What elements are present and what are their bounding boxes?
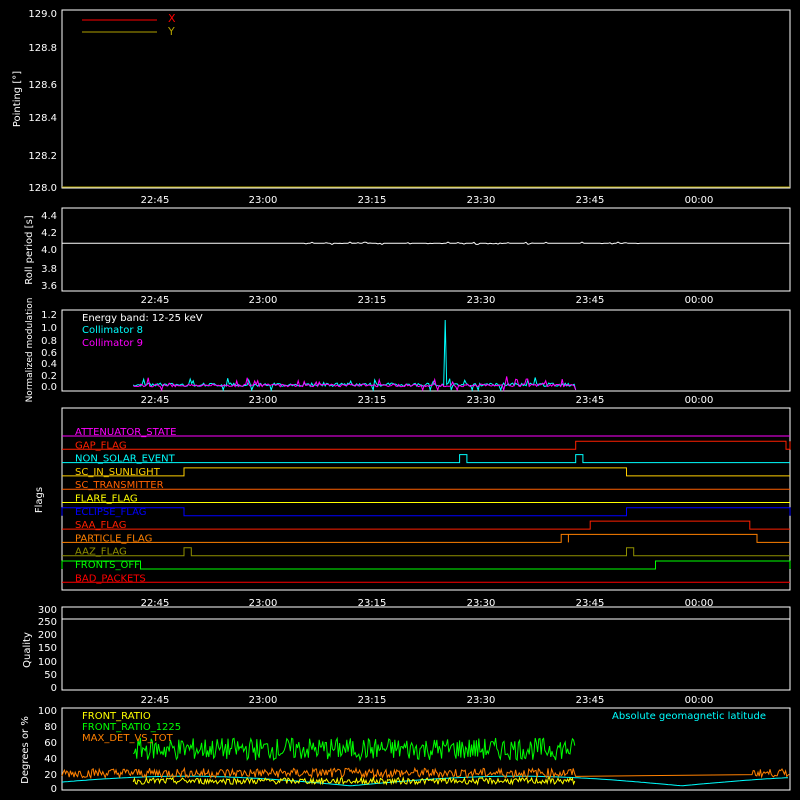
y-tick-label: 4.2 [41, 228, 57, 239]
x-tick-label: 22:45 [140, 395, 170, 406]
y-tick-label: 50 [44, 670, 57, 681]
y-tick-label: 20 [44, 770, 57, 781]
pointing-ylabel: Pointing [°] [12, 70, 23, 128]
legend-collimator-8: Collimator 8 [82, 325, 143, 336]
x-tick-label: 23:15 [357, 695, 387, 706]
x-tick-label: 22:45 [140, 598, 170, 609]
y-tick-label: 0.4 [41, 359, 57, 370]
legend-energy-band: Energy band: 12-25 keV [82, 313, 203, 324]
quality-ylabel: Quality [22, 632, 33, 668]
x-tick-label: 23:00 [248, 195, 278, 206]
x-tick-label: 23:00 [248, 295, 278, 306]
flag-label: ATTENUATOR_STATE [75, 427, 177, 438]
flags-ylabel: Flags [34, 486, 45, 514]
x-tick-label: 23:30 [466, 695, 496, 706]
x-tick-label: 23:30 [466, 295, 496, 306]
x-tick-label: 23:00 [248, 598, 278, 609]
x-tick-label: 23:15 [357, 195, 387, 206]
y-tick-label: 0 [50, 683, 57, 694]
flag-label: PARTICLE_FLAG [75, 533, 153, 545]
y-tick-label: 128.2 [28, 151, 57, 162]
modulation-ylabel: Normalized modulation [25, 297, 35, 403]
flag-label: SC_TRANSMITTER [75, 480, 164, 492]
y-tick-label: 1.2 [41, 310, 57, 321]
roll-ylabel: Roll period [s] [24, 215, 35, 285]
flag-label: NON_SOLAR_EVENT [75, 453, 175, 465]
flag-label: SC_IN_SUNLIGHT [75, 466, 160, 478]
legend-label-x: X [168, 12, 176, 25]
x-tick-label: 23:15 [357, 295, 387, 306]
y-tick-label: 1.0 [41, 323, 57, 334]
x-tick-label: 23:15 [357, 598, 387, 609]
flag-label: ECLIPSE_FLAG [75, 506, 147, 518]
y-tick-label: 80 [44, 722, 57, 733]
y-tick-label: 129.0 [28, 9, 57, 20]
y-tick-label: 3.8 [41, 264, 57, 275]
y-tick-label: 60 [44, 738, 57, 749]
y-tick-label: 3.6 [41, 281, 57, 292]
x-tick-label: 00:00 [684, 195, 714, 206]
y-tick-label: 128.8 [28, 43, 57, 54]
y-tick-label: 100 [37, 657, 57, 668]
x-tick-label: 23:30 [466, 195, 496, 206]
legend-geomagnetic-latitude: Absolute geomagnetic latitude [612, 711, 766, 722]
flag-label: AAZ_FLAG [75, 546, 127, 558]
y-tick-label: 0 [50, 784, 57, 795]
y-tick-label: 0.0 [41, 382, 57, 393]
flag-label: FLARE_FLAG [75, 493, 138, 505]
y-tick-label: 128.0 [28, 183, 57, 194]
flag-label: SAA_FLAG [75, 520, 127, 532]
y-tick-label: 40 [44, 754, 57, 765]
flag-label: BAD_PACKETS [75, 573, 146, 585]
y-tick-label: 0.8 [41, 336, 57, 347]
x-tick-label: 23:00 [248, 395, 278, 406]
y-tick-label: 100 [37, 706, 57, 717]
x-tick-label: 23:45 [575, 598, 605, 609]
x-tick-label: 23:45 [575, 395, 605, 406]
x-tick-label: 23:45 [575, 695, 605, 706]
x-tick-label: 22:45 [140, 195, 170, 206]
y-tick-label: 0.2 [41, 371, 57, 382]
legend-max-det-vs-tot: MAX_DET_VS_TOT [82, 733, 173, 744]
ratios-ylabel: Degrees or % [20, 716, 31, 784]
y-tick-label: 128.4 [28, 113, 57, 124]
y-tick-label: 250 [37, 617, 57, 628]
flag-label: GAP_FLAG [75, 440, 127, 452]
legend-collimator-9: Collimator 9 [82, 338, 143, 349]
y-tick-label: 4.0 [41, 245, 57, 256]
x-tick-label: 23:45 [575, 295, 605, 306]
y-tick-label: 300 [37, 605, 57, 616]
y-tick-label: 128.6 [28, 80, 57, 91]
flag-label: FRONTS_OFF [75, 560, 140, 571]
legend-label-y: Y [168, 25, 175, 38]
x-tick-label: 23:45 [575, 195, 605, 206]
x-tick-label: 23:30 [466, 395, 496, 406]
x-tick-label: 00:00 [684, 395, 714, 406]
x-tick-label: 00:00 [684, 598, 714, 609]
legend-front-ratio: FRONT_RATIO [82, 711, 151, 722]
x-tick-label: 00:00 [684, 695, 714, 706]
x-tick-label: 23:15 [357, 395, 387, 406]
x-tick-label: 23:30 [466, 598, 496, 609]
legend-front-ratio-1225: FRONT_RATIO_1225 [82, 722, 182, 733]
x-tick-label: 22:45 [140, 695, 170, 706]
x-tick-label: 22:45 [140, 295, 170, 306]
x-tick-label: 00:00 [684, 295, 714, 306]
x-tick-label: 23:00 [248, 695, 278, 706]
y-tick-label: 0.6 [41, 348, 57, 359]
y-tick-label: 200 [37, 630, 57, 641]
y-tick-label: 4.4 [41, 211, 57, 222]
y-tick-label: 150 [37, 643, 57, 654]
